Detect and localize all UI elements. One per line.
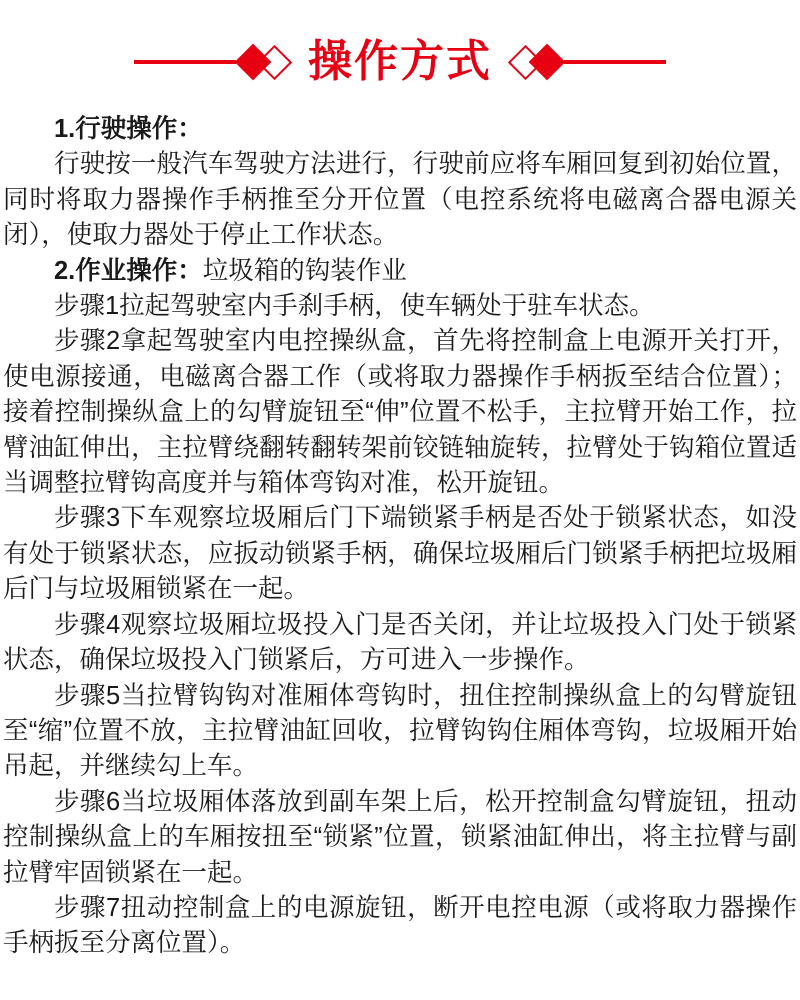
step-2-paragraph: 步骤2拿起驾驶室内电控操纵盒，首先将控制盒上电源开关打开，使电源接通，电磁离合器工作（或将取力器操作手柄扳至结合位置）；接着控制操纵盒上的勾臂旋钮至“伸”位置不松手，主拉臂开始工作，拉臂油缸伸出，主拉臂绕翻转翻转架前铰链轴旋转，拉臂处于钩箱位置适当调整拉臂钩高度并与箱体弯钩对准，松开旋钮。 bbox=[3, 327, 797, 498]
section1-heading: 1.行驶操作： bbox=[54, 115, 203, 143]
instructions-body bbox=[0, 112, 800, 962]
step-1-paragraph: 步骤1拉起驾驶室内手刹手柄，使车辆处于驻车状态。 bbox=[54, 292, 655, 321]
page-title: 操作方式 bbox=[308, 37, 492, 86]
step-4-paragraph: 步骤4观察垃圾厢垃圾投入门是否关闭，并让垃圾投入门处于锁紧状态，确保垃圾投入门锁紧后，方可进入一步操作。 bbox=[3, 610, 797, 675]
diamond-ornament-left bbox=[236, 33, 294, 91]
section2-heading: 2.作业操作： bbox=[54, 256, 203, 285]
section2-heading-line bbox=[3, 254, 797, 289]
section-header bbox=[0, 26, 800, 98]
step-3-paragraph: 步骤3下车观察垃圾厢后门下端锁紧手柄是否处于锁紧状态，如没有处于锁紧状态，应扳动锁紧手柄，确保垃圾厢后门锁紧手柄把垃圾厢后门与垃圾厢锁紧在一起。 bbox=[3, 504, 797, 604]
section1-paragraph: 行驶按一般汽车驾驶方法进行，行驶前应将车厢回复到初始位置，同时将取力器操作手柄推至分开位置（电控系统将电磁离合器电源关闭），使取力器处于停止工作状态。 bbox=[3, 150, 797, 250]
diamond-ornament-right bbox=[506, 33, 564, 91]
step-7-paragraph: 步骤7扭动控制盒上的电源旋钮，断开电控电源（或将取力器操作手柄扳至分离位置）。 bbox=[3, 893, 797, 958]
step-5-paragraph: 步骤5当拉臂钩钩对准厢体弯钩时，扭住控制操纵盒上的勾臂旋钮至“缩”位置不放，主拉臂油缸回收，拉臂钩钩住厢体弯钩，垃圾厢开始吊起，并继续勾上车。 bbox=[3, 681, 797, 781]
header-rule-right bbox=[564, 60, 666, 64]
filled-diamond-icon bbox=[529, 44, 566, 81]
section2-subtitle: 垃圾箱的钩装作业 bbox=[202, 256, 407, 285]
header-rule-left bbox=[134, 60, 236, 64]
filled-diamond-icon bbox=[235, 44, 272, 81]
step-6-paragraph: 步骤6当垃圾厢体落放到副车架上后，松开控制盒勾臂旋钮，扭动控制操纵盒上的车厢按扭至“锁紧”位置，锁紧油缸伸出，将主拉臂与副拉臂牢固锁紧在一起。 bbox=[3, 787, 797, 887]
